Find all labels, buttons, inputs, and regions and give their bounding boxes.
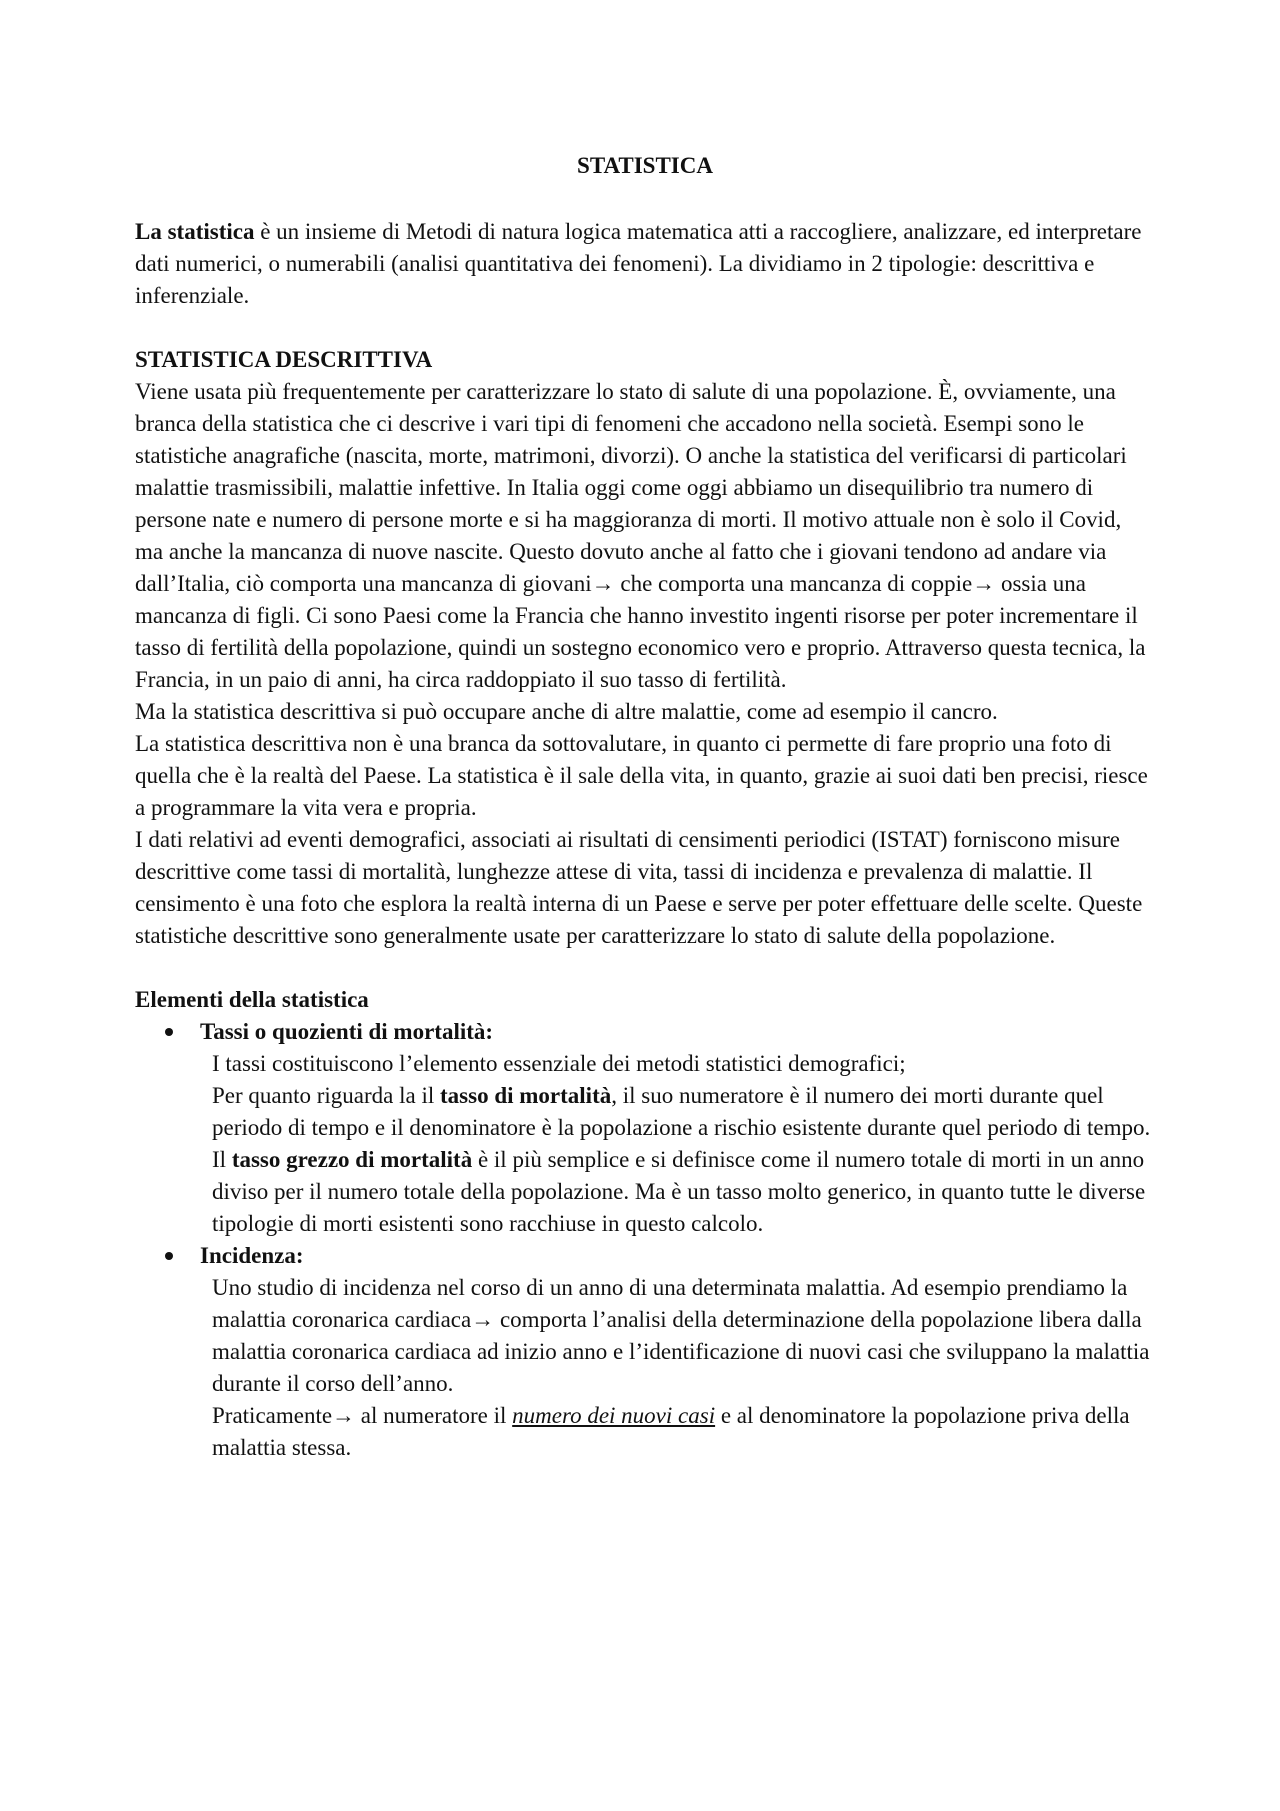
mortality-line: I tassi costituiscono l’elemento essenziale dei metodi statistici demografici; (212, 1051, 906, 1076)
incidence-text: Praticamente→ al numeratore il (212, 1403, 513, 1428)
term-new-cases: numero dei nuovi casi (512, 1403, 716, 1428)
intro-bold-lead: La statistica (135, 219, 255, 244)
descriptive-paragraph: I dati relativi ad eventi demografici, associati ai risultati di censimenti periodici (ISTAT) forniscono misure descrittive come tassi di mortalità, lunghezze attese di vita, tassi di incidenza e prevalenza di malattie. Il censimento è una foto che esplora la realtà interna di un Paese e serve per poter effettuare delle scelte. Queste statistiche descrittive sono generalmente usate per caratterizzare lo stato di salute della popolazione. (135, 827, 1143, 948)
descriptive-paragraph: Viene usata più frequentemente per caratterizzare lo stato di salute di una popolazione. È, ovviamente, una branca della statistica che ci descrive i vari tipi di fenomeni che accadono nella società. Esempi sono le statistiche anagrafiche (nascita, morte, matrimoni, divorzi). O anche la statistica del verificarsi di particolari malattie trasmissibili, malattie infettive. In Italia oggi come oggi abbiamo un disequilibrio tra numero di persone nate e numero di persone morte e si ha maggioranza di morti. Il motivo attuale non è solo il Covid, ma anche la mancanza di nuove nascite. Questo dovuto anche al fatto che i giovani tendono ad andare via dall’Italia, ciò comporta una mancanza di giovani→ che comporta una mancanza di coppie→ ossia una mancanza di figli. Ci sono Paesi come la Francia che hanno investito ingenti risorse per poter incrementare il tasso di fertilità della popolazione, quindi un sostegno economico vero e proprio. Attraverso questa tecnica, la Francia, in un paio di anni, ha circa raddoppiato il suo tasso di fertilità. (135, 379, 1146, 692)
mortality-text: , il suo numeratore è il numero dei morti durante quel periodo di tempo e il denominatore è la popolazione a rischio esistente durante quel periodo di tempo. Il (212, 1083, 1151, 1172)
incidence-paragraph: Uno studio di incidenza nel corso di un anno di una determinata malattia. Ad esempio prendiamo la malattia coronarica cardiaca→ comporta l’analisi della determinazione della popolazione libera dalla malattia coronarica cardiaca ad inizio anno e l’identificazione di nuovi casi che sviluppano la malattia durante il corso dell’anno. (212, 1275, 1150, 1396)
document-title: STATISTICA (577, 153, 713, 178)
intro-paragraph (135, 216, 1155, 312)
incidence-text: e al denominatore la popolazione priva della malattia stessa. (212, 1403, 1130, 1460)
bullet-dot-icon (165, 1252, 173, 1260)
bullet-dot-icon (165, 1028, 173, 1036)
incidence-body (200, 1272, 1155, 1464)
mortality-text: è il più semplice e si definisce come il numero totale di morti in un anno diviso per il numero totale della popolazione. Ma è un tasso molto generico, in quanto tutte le diverse tipologie di morti esistenti sono racchiuse in questo calcolo. (212, 1147, 1146, 1236)
document-content (135, 150, 1155, 1464)
list-item-incidence (135, 1240, 1155, 1464)
elements-heading: Elementi della statistica (135, 987, 369, 1012)
elements-list (135, 1016, 1155, 1464)
term-mortality-rate: tasso di mortalità (440, 1083, 612, 1108)
term-crude-mortality-rate: tasso grezzo di mortalità (231, 1147, 473, 1172)
incidence-label: Incidenza: (200, 1243, 304, 1268)
list-item-mortality (135, 1016, 1155, 1240)
descriptive-paragraph: Ma la statistica descrittiva si può occupare anche di altre malattie, come ad esempio il cancro. (135, 699, 998, 724)
descriptive-heading: STATISTICA DESCRITTIVA (135, 347, 433, 372)
descriptive-paragraph: La statistica descrittiva non è una branca da sottovalutare, in quanto ci permette di fare proprio una foto di quella che è la realtà del Paese. La statistica è il sale della vita, in quanto, grazie ai suoi dati ben precisi, riesce a programmare la vita vera e propria. (135, 731, 1148, 820)
mortality-text: Per quanto riguarda la il (212, 1083, 441, 1108)
intro-text: è un insieme di Metodi di natura logica matematica atti a raccogliere, analizzare, ed interpretare dati numerici, o numerabili (analisi quantitativa dei fenomeni). La dividiamo in 2 tipologie: descrittiva e inferenziale. (135, 219, 1142, 308)
mortality-label: Tassi o quozienti di mortalità: (200, 1019, 494, 1044)
incidence-paragraph (212, 1400, 1155, 1464)
mortality-paragraph (212, 1080, 1155, 1240)
mortality-body (200, 1048, 1155, 1240)
